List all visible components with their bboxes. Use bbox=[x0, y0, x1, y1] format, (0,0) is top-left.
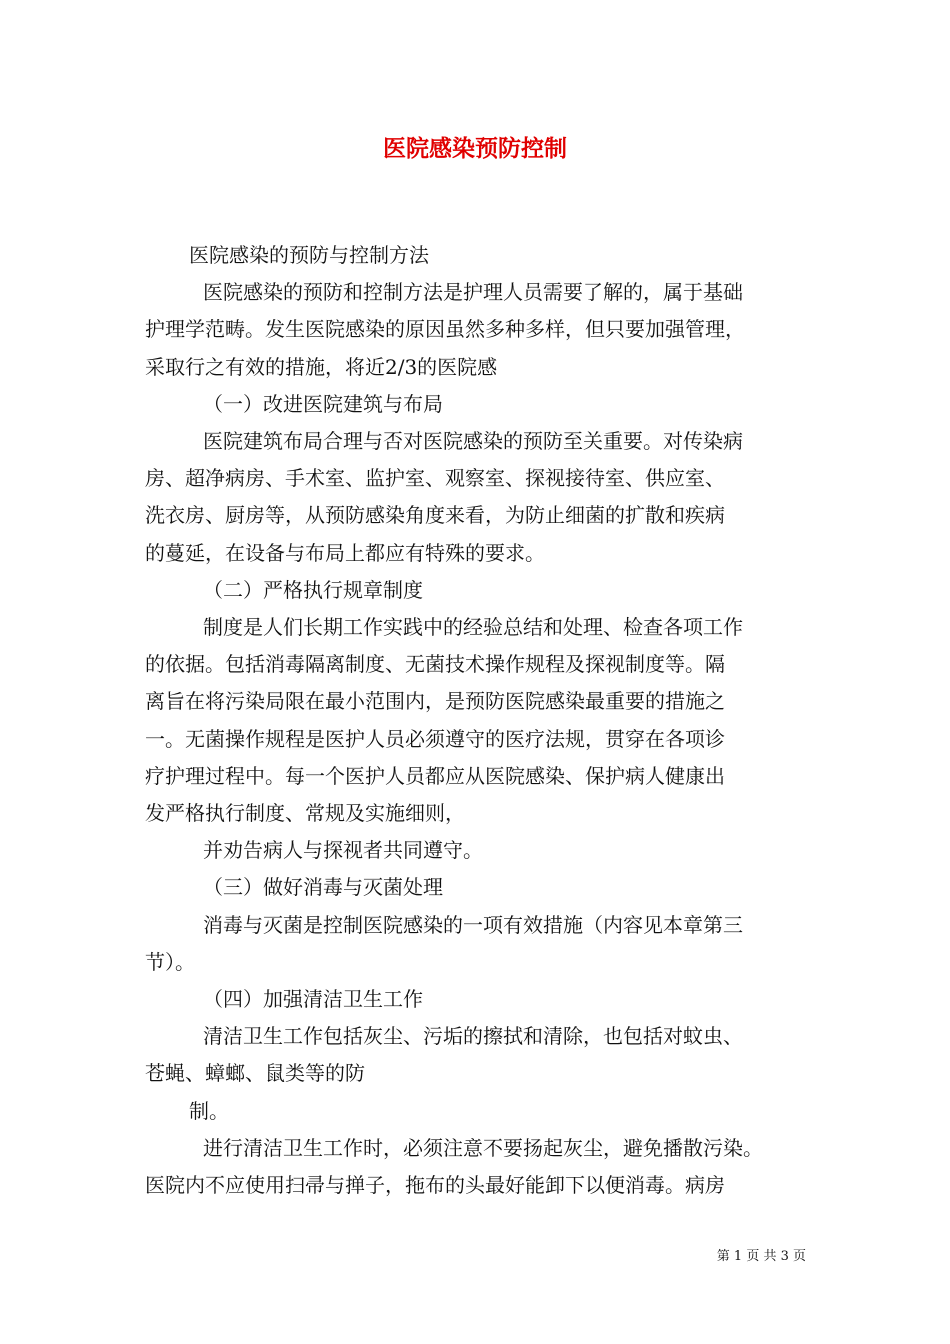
paragraph-line: 并劝告病人与探视者共同遵守。 bbox=[203, 838, 483, 863]
paragraph-line: 洗衣房、厨房等，从预防感染角度来看，为防止细菌的扩散和疾病 bbox=[145, 503, 725, 528]
paragraph-line: 苍蝇、蟑螂、鼠类等的防 bbox=[145, 1061, 365, 1086]
section-heading: （一）改进医院建筑与布局 bbox=[203, 391, 443, 416]
paragraph-line: 护理学范畴。发生医院感染的原因虽然多种多样，但只要加强管理， bbox=[145, 317, 745, 342]
paragraph-line: 医院建筑布局合理与否对医院感染的预防至关重要。对传染病 bbox=[203, 429, 743, 454]
paragraph-line: 消毒与灭菌是控制医院感染的一项有效措施（内容见本章第三 bbox=[203, 912, 743, 937]
section-heading: （二）严格执行规章制度 bbox=[203, 577, 423, 602]
paragraph-line: 采取行之有效的措施，将近2/3的医院感 bbox=[145, 354, 498, 379]
paragraph-line: 房、超净病房、手术室、监护室、观察室、探视接待室、供应室、 bbox=[145, 466, 725, 491]
paragraph-line: 清洁卫生工作包括灰尘、污垢的擦拭和清除，也包括对蚊虫、 bbox=[203, 1024, 743, 1049]
paragraph-line: 医院内不应使用扫帚与掸子，拖布的头最好能卸下以便消毒。病房 bbox=[145, 1173, 725, 1198]
page-number-footer: 第 1 页 共 3 页 bbox=[716, 1249, 806, 1264]
document-body bbox=[145, 237, 810, 1204]
paragraph-line: 的蔓延，在设备与布局上都应有特殊的要求。 bbox=[145, 540, 545, 565]
paragraph-line: 离旨在将污染局限在最小范围内，是预防医院感染最重要的措施之 bbox=[145, 689, 725, 714]
paragraph-line: 医院感染的预防与控制方法 bbox=[189, 243, 429, 267]
paragraph-line: 进行清洁卫生工作时，必须注意不要扬起灰尘，避免播散污染。 bbox=[203, 1135, 763, 1160]
paragraph-line: 的依据。包括消毒隔离制度、无菌技术操作规程及探视制度等。隔 bbox=[145, 652, 725, 677]
paragraph-line: 医院感染的预防和控制方法是护理人员需要了解的，属于基础 bbox=[203, 280, 743, 305]
paragraph-line: 制。 bbox=[189, 1098, 229, 1123]
paragraph-line: 疗护理过程中。每一个医护人员都应从医院感染、保护病人健康出 bbox=[145, 763, 725, 788]
paragraph-line: 制度是人们长期工作实践中的经验总结和处理、检查各项工作 bbox=[203, 615, 743, 640]
paragraph-line: 节）。 bbox=[145, 949, 195, 974]
section-heading: （四）加强清洁卫生工作 bbox=[203, 987, 423, 1012]
section-heading: （三）做好消毒与灭菌处理 bbox=[203, 875, 443, 900]
paragraph-line: 发严格执行制度、常规及实施细则， bbox=[145, 801, 465, 826]
document-title: 医院感染预防控制 bbox=[383, 135, 567, 162]
paragraph-line: 一。无菌操作规程是医护人员必须遵守的医疗法规，贯穿在各项诊 bbox=[145, 726, 725, 751]
